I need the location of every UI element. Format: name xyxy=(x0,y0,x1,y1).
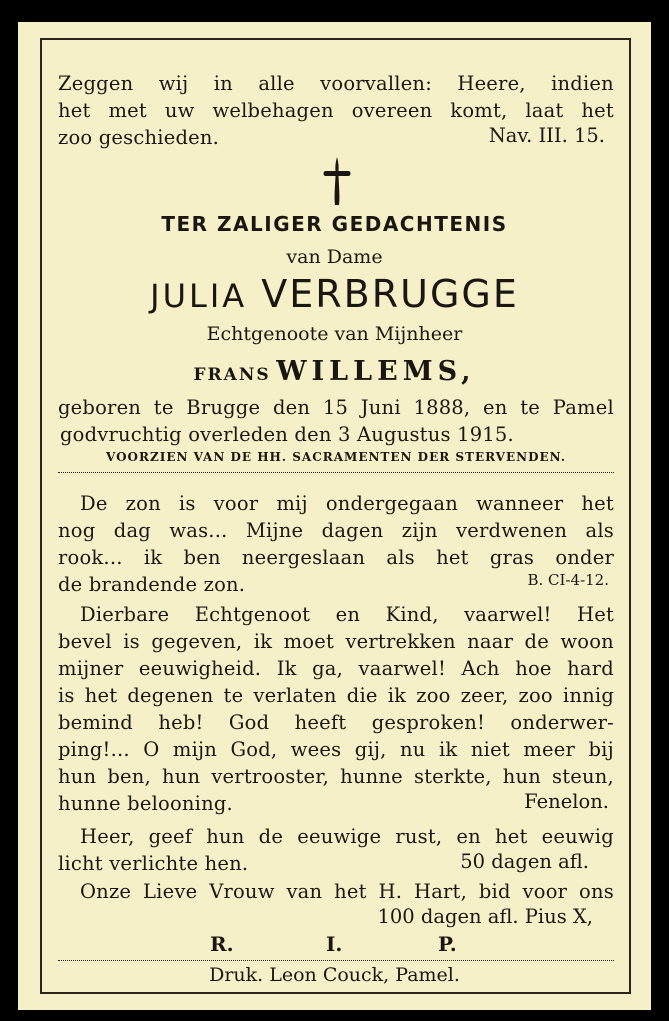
spouse-intro: Echtgenoote van Mijnheer xyxy=(206,323,463,345)
text-line: bemind heb! God heeft gesproken! onderwer- xyxy=(58,711,614,734)
text-line: Heer, geef hun de eeuwige rust, en het eeuwig xyxy=(80,825,614,848)
cross-icon xyxy=(319,155,355,207)
rip-r: R. xyxy=(210,932,234,956)
rip-i: I. xyxy=(326,932,343,956)
rip-p: P. xyxy=(438,932,457,956)
spouse-name xyxy=(18,356,651,387)
spouse-last-name: WILLEMS, xyxy=(276,356,476,387)
text-line: de brandende zon. xyxy=(58,573,246,596)
text-line: Onze Lieve Vrouw van het H. Hart, bid voor ons xyxy=(80,880,614,903)
paragraph-2-cont xyxy=(58,628,614,817)
text-line: De zon is voor mij ondergegaan wanneer het xyxy=(80,492,614,515)
paragraph-4 xyxy=(80,878,614,905)
text-line: mijner eeuwigheid. Ik ga, vaarwel! Ach hoe hard xyxy=(58,657,614,680)
text-line: is het degenen te verlaten die ik zoo zeer, zoo innig xyxy=(58,684,614,707)
sacraments-line: VOORZIEN VAN DE HH. SACRAMENTEN DER STERVENDEN. xyxy=(105,450,567,464)
quote-line: Zeggen wij in alle voorvallen: Heere, indien xyxy=(58,72,614,95)
text-line: bevel is gegeven, ik moet vertrekken naar de woon xyxy=(58,630,614,653)
paragraph-3 xyxy=(80,823,614,850)
printer-credit: Druk. Leon Couck, Pamel. xyxy=(209,964,460,986)
quote-reference: Nav. III. 15. xyxy=(488,124,605,147)
text-line: Dierbare Echtgenoot en Kind, vaarwel! Het xyxy=(80,603,614,626)
indulgence-1: 50 dagen afl. xyxy=(460,850,589,873)
divider xyxy=(58,472,614,473)
spouse-first-name: FRANS xyxy=(193,365,271,385)
divider xyxy=(58,960,614,961)
death-line: godvruchtig overleden den 3 Augustus 1915. xyxy=(60,423,514,446)
text-line: nog dag was... Mijne dagen zijn verdwenen als xyxy=(58,519,614,542)
bible-reference: B. CI-4-12. xyxy=(527,571,609,589)
text-line: licht verlichte hen. xyxy=(58,852,249,875)
life-dates xyxy=(58,394,614,448)
author-reference: Fenelon. xyxy=(524,790,609,813)
quote-line: zoo geschieden. xyxy=(58,126,220,149)
text-line: hunne belooning. xyxy=(58,792,233,815)
text-line: ping!... O mijn God, wees gij, nu ik niet meer bij xyxy=(58,738,614,761)
deceased-first-name: JULIA xyxy=(150,277,248,315)
text-line: hun ben, hun vertrooster, hunne sterkte, hun steun, xyxy=(58,765,614,788)
quote-line: het met uw welbehagen overeen komt, laat het xyxy=(58,99,614,122)
name-prefix: van Dame xyxy=(286,246,383,268)
memorial-card xyxy=(18,22,651,1010)
indulgence-2: 100 dagen afl. Pius X, xyxy=(377,905,593,928)
memorial-title: TER ZALIGER GEDACHTENIS xyxy=(161,212,508,236)
paragraph-2 xyxy=(80,601,614,628)
paragraph-1 xyxy=(80,490,614,517)
birth-line: geboren te Brugge den 15 Juni 1888, en te Pamel xyxy=(58,396,614,419)
deceased-name xyxy=(18,272,651,316)
text-line: rook... ik ben neergeslaan als het gras onder xyxy=(58,546,614,569)
deceased-last-name: VERBRUGGE xyxy=(261,272,519,316)
